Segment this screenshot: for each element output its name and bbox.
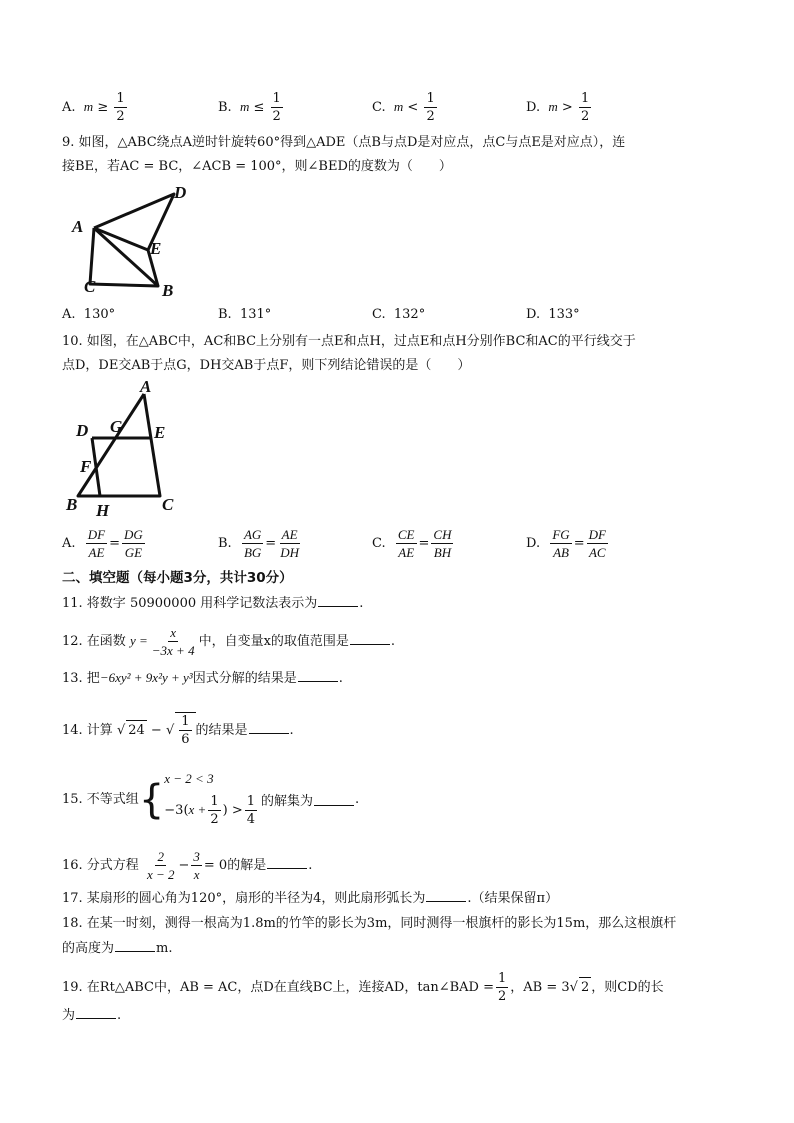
system-brace: { [138, 776, 165, 823]
fraction: $\frac{1}{2}$ [426, 91, 435, 124]
fraction: $\frac{1}{2}$ [272, 91, 281, 124]
q13: 13. 把−6xy² + 9x²y + y³因式分解的结果是 . [62, 670, 343, 686]
q9-label-a: A [72, 217, 84, 236]
q10-label-a: A [140, 378, 152, 396]
q15: 15. 不等式组 { x − 2 < 3 −3(x + $\frac{1}{2}$ ) > $\frac{1}{4}$ 的解集为 . [62, 771, 360, 827]
q8-option-a[interactable]: A. m ≥ $\frac{1}{2}$ [62, 91, 125, 124]
q11-answer-blank[interactable] [318, 594, 358, 607]
q9-text-line1: 9. 如图，△ABC绕点A逆时针旋转60°得到△ADE（点B与点D是对应点，点C与点E是对应点），连 [62, 135, 626, 150]
q8-option-d[interactable]: D. m > $\frac{1}{2}$ [526, 91, 590, 124]
q19-line2: 为 . [62, 1008, 122, 1023]
q9-text-line2: 接BE，若AC = BC，∠ACB = 100°，则∠BED的度数为（ ） [62, 159, 452, 174]
q9-triangle-ade [94, 194, 174, 250]
q17: 17. 某扇形的圆心角为120°，扇形的半径为4，则此扇形弧长为 .（结果保留π） [62, 891, 559, 906]
q12: 12. 在函数 y = $\frac{x}{-3x + 4}$ 中，自变量x的取值范围是 . [62, 625, 396, 658]
q9-option-b[interactable]: B. 131° [218, 307, 272, 322]
q10-option-a[interactable]: A. $\frac{DF}{AE}$ = $\frac{DG}{GE}$ [62, 527, 143, 560]
q10-text-line1: 10. 如图，在△ABC中，AC和BC上分别有一点E和点H，过点E和点H分别作BC和AC的平行线交于 [62, 334, 636, 349]
q10-option-b[interactable]: B. $\frac{AG}{BG}$ = $\frac{AE}{DH}$ [218, 527, 299, 560]
q9-option-a[interactable]: A. 130° [62, 307, 116, 322]
q8-option-c[interactable]: C. m < $\frac{1}{2}$ [372, 91, 435, 124]
q8-option-b[interactable]: B. m ≤ $\frac{1}{2}$ [218, 91, 281, 124]
q10-label-f: F [80, 457, 92, 476]
q9-label-e: E [150, 239, 162, 258]
q10-figure [62, 378, 192, 520]
fraction: $\frac{1}{2}$ [580, 91, 590, 124]
q18-line1: 18. 在某一时刻，测得一根高为1.8m的竹竿的影长为3m，同时测得一根旗杆的影长为15m，那么这根旗杆 [62, 916, 677, 931]
q18-line2: 的高度为 m. [62, 941, 173, 956]
q10-segment-dh [92, 438, 100, 496]
q9-label-b: B [162, 281, 174, 300]
q15-answer-blank[interactable] [314, 793, 354, 806]
q12-answer-blank[interactable] [350, 632, 390, 645]
q16-answer-blank[interactable] [267, 856, 307, 869]
q9-option-c[interactable]: C. 132° [372, 307, 426, 322]
q10-label-e: E [154, 423, 166, 442]
q9-triangle-acb [90, 228, 158, 286]
q10-option-d[interactable]: D. $\frac{FG}{AB}$ = $\frac{DF}{AC}$ [526, 527, 606, 560]
q10-text-line2: 点D，DE交AB于点G，DH交AB于点F，则下列结论错误的是（ ） [62, 358, 471, 373]
q13-answer-blank[interactable] [298, 669, 338, 682]
q10-label-b: B [66, 495, 78, 514]
q10-option-c[interactable]: C. $\frac{CE}{AE}$ = $\frac{CH}{BH}$ [372, 527, 452, 560]
fraction: $\frac{1}{2}$ [116, 91, 125, 124]
q9-option-d[interactable]: D. 133° [526, 307, 580, 322]
q10-label-d: D [76, 421, 89, 440]
q9-figure [62, 180, 192, 300]
q19-line1: 19. 在Rt△ABC中，AB = AC，点D在直线BC上，连接AD，tan∠BAD = $\frac{1}{2}$ ，AB = 3√ 2 ，则CD的长 [62, 971, 664, 1004]
q10-triangle-abc [78, 394, 160, 496]
section-heading-fill-blank: 二、填空题（每小题3分，共计30分） [62, 570, 293, 586]
q19-answer-blank[interactable] [76, 1006, 116, 1019]
q10-label-g: G [110, 417, 123, 436]
q17-answer-blank[interactable] [426, 889, 466, 902]
q9-label-d: D [174, 183, 187, 202]
q11: 11. 将数字 50900000 用科学记数法表示为 . [62, 596, 364, 611]
q10-label-h: H [96, 501, 110, 520]
q10-label-c: C [162, 495, 174, 514]
q16: 16. 分式方程 $\frac{2}{x - 2}$ − $\frac{3}{x}$ = 0的解是 . [62, 849, 313, 882]
q9-label-c: C [84, 277, 96, 296]
q14-answer-blank[interactable] [249, 721, 289, 734]
q18-answer-blank[interactable] [115, 939, 155, 952]
q14: 14. 计算 √ 24 − √ $\frac{1}{6}$ 的结果是 . [62, 714, 294, 747]
